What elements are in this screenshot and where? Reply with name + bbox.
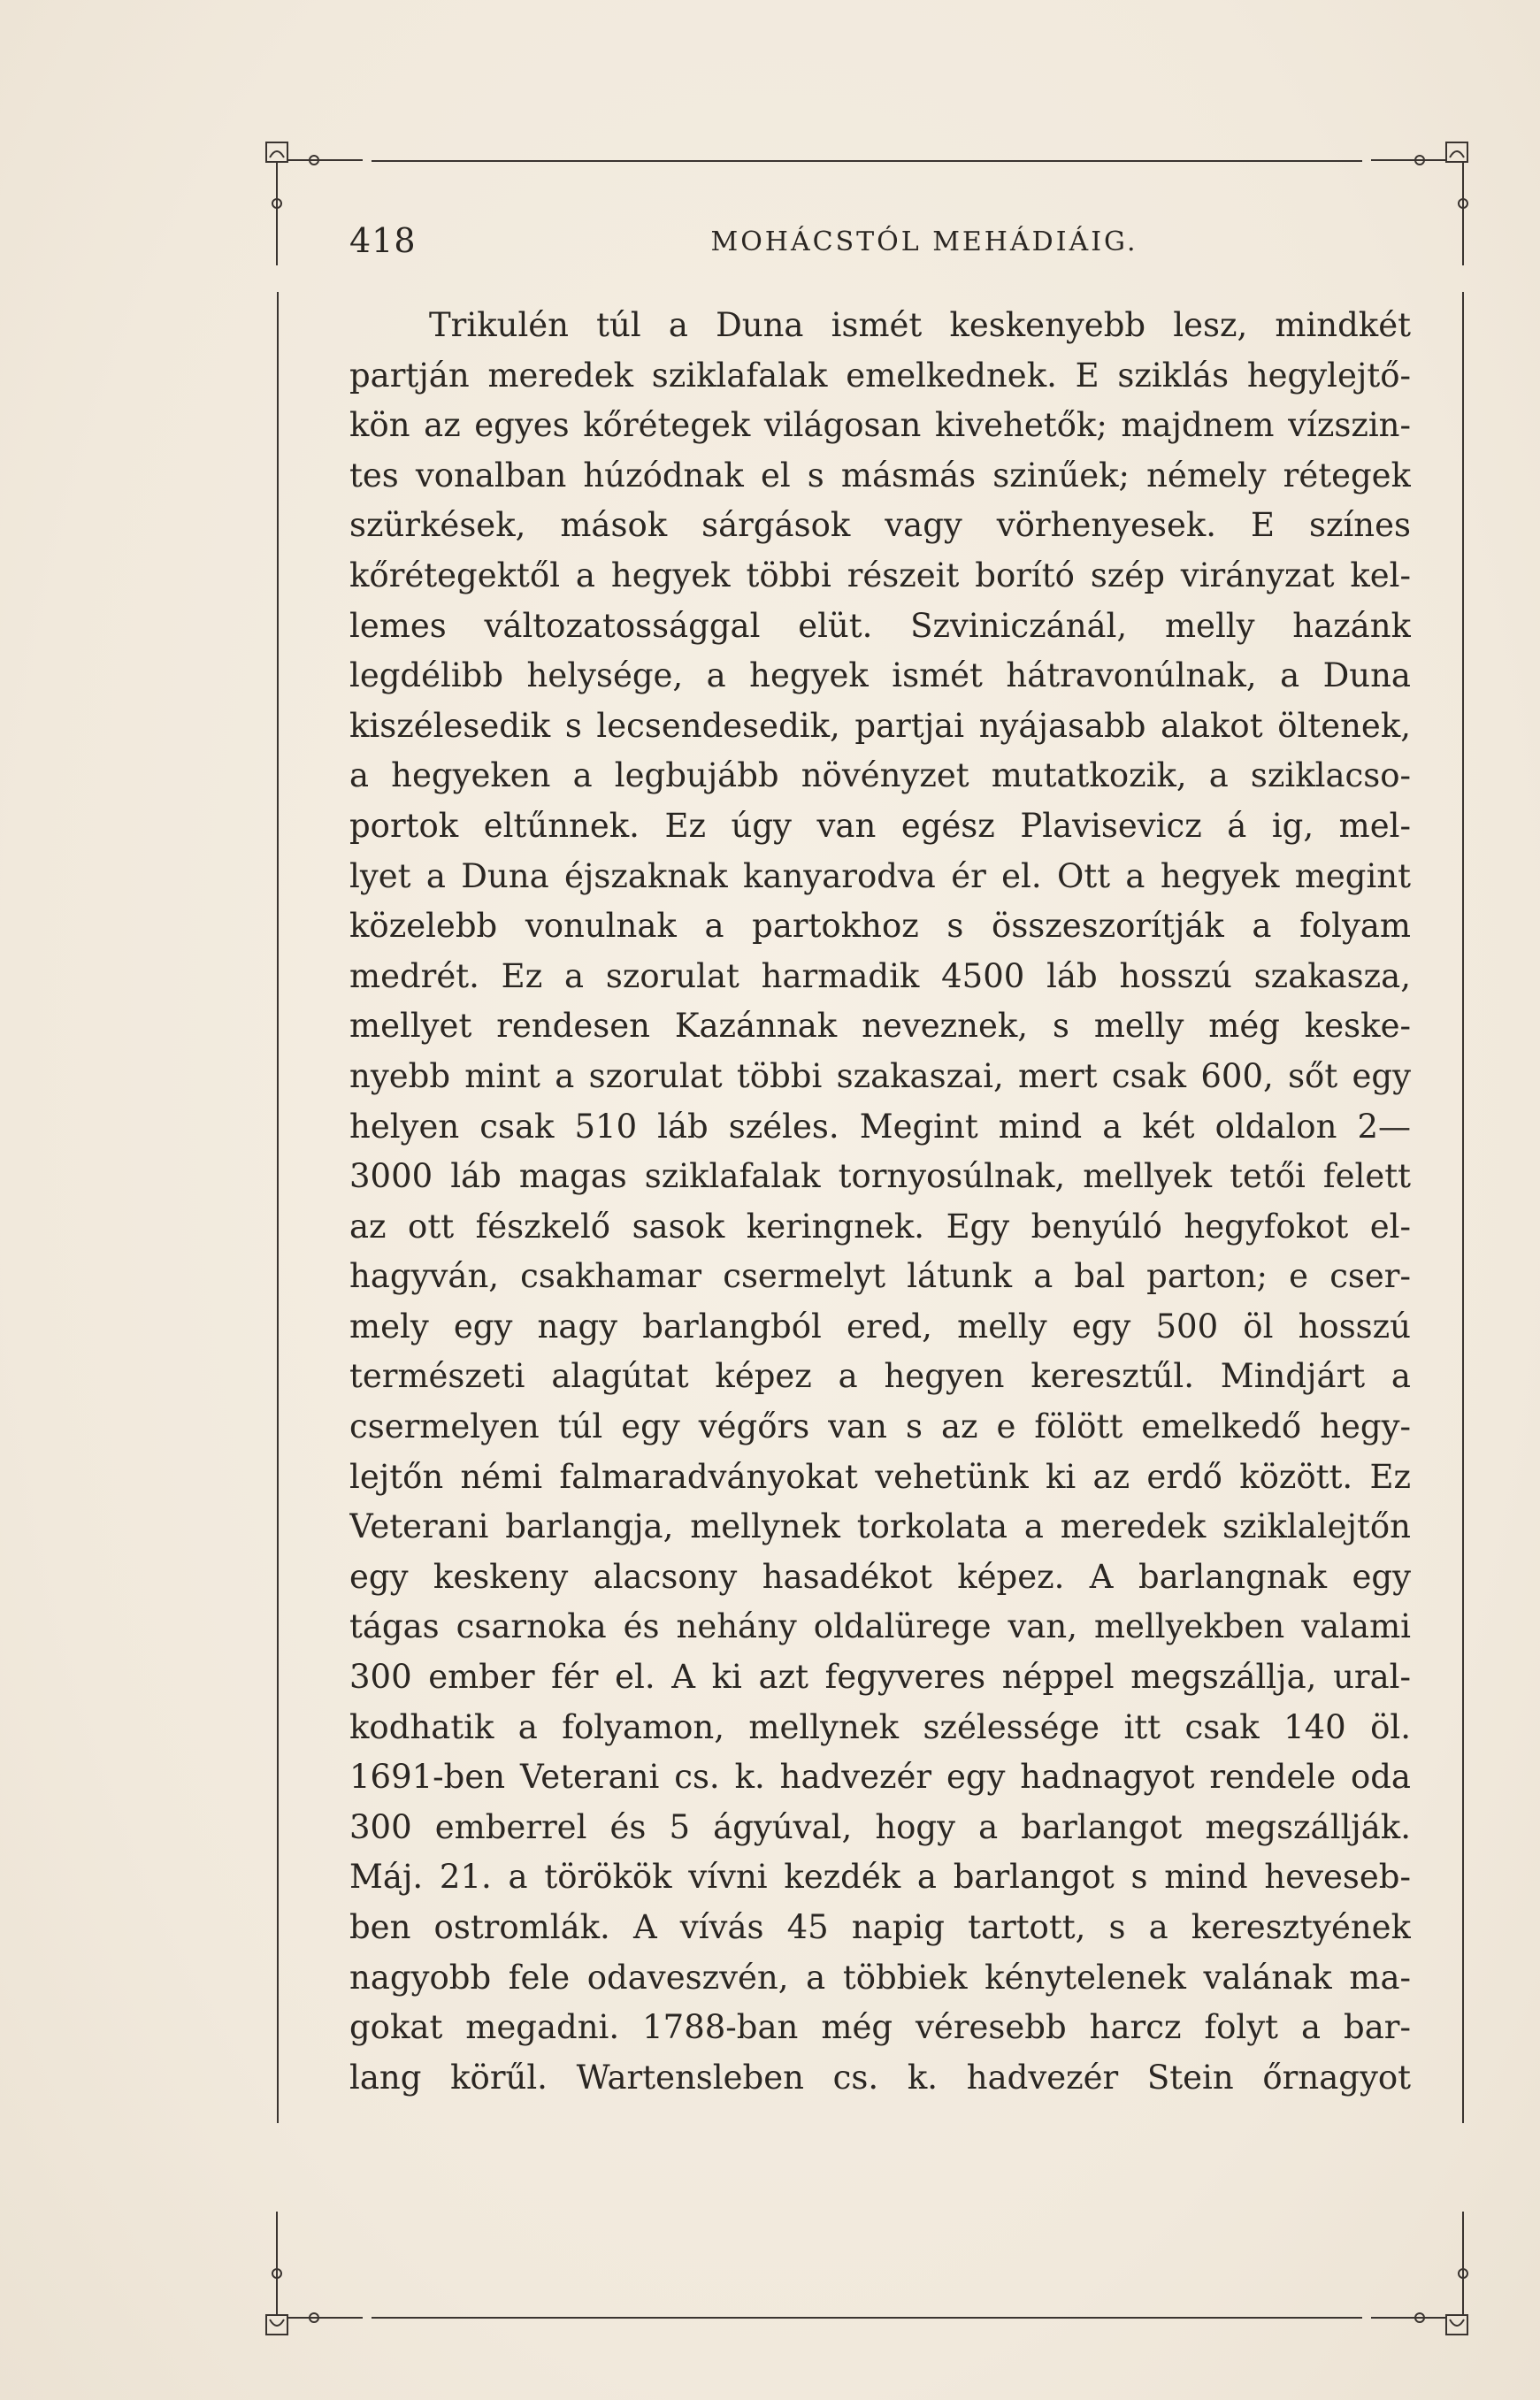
text-line: az ott fészkelő sasok keringnek. Egy benyúló hegyfokot el-: [349, 1207, 1411, 1246]
running-head: [349, 221, 1446, 274]
text-line: kön az egyes kőrétegek világosan kivehetők; majdnem vízszin-: [349, 406, 1411, 445]
text-line: nagyobb fele odaveszvén, a többiek kénytelenek valának ma-: [349, 1958, 1411, 1997]
running-title: MOHÁCSTÓL MEHÁDIÁIG.: [710, 226, 1138, 257]
text-line: a hegyeken a legbujább növényzet mutatkozik, a sziklacso-: [349, 756, 1411, 795]
frame-right-rule: [1462, 292, 1464, 2123]
text-line: kodhatik a folyamon, mellynek szélessége itt csak 140 öl.: [349, 1707, 1411, 1746]
ornament-corner-bottom-right: [1371, 2212, 1468, 2335]
text-line: medrét. Ez a szorulat harmadik 4500 láb hosszú szakasza,: [349, 956, 1411, 995]
text-line: mely egy nagy barlangból ered, melly egy 500 öl hosszú: [349, 1307, 1411, 1346]
text-line: lejtőn némi falmaradványokat vehetünk ki az erdő között. Ez: [349, 1457, 1411, 1496]
text-line: tágas csarnoka és nehány oldalürege van, mellyekben valami: [349, 1607, 1411, 1646]
frame-bottom-rule: [372, 2317, 1362, 2319]
ornament-corner-bottom-left: [265, 2212, 363, 2335]
text-line: 300 ember fér el. A ki azt fegyveres néppel megszállja, ural-: [349, 1658, 1411, 1697]
text-line: egy keskeny alacsony hasadékot képez. A barlangnak egy: [349, 1557, 1411, 1596]
text-line: portok eltűnnek. Ez úgy van egész Plavisevicz á ig, mel-: [349, 806, 1411, 845]
text-line: ben ostromlák. A vívás 45 napig tartott, s a keresztyének: [349, 1908, 1411, 1946]
text-line: 300 emberrel és 5 ágyúval, hogy a barlangot megszállják.: [349, 1807, 1411, 1846]
text-line: Trikulén túl a Duna ismét keskenyebb lesz, mindkét: [429, 306, 1411, 344]
text-line: kőrétegektől a hegyek többi részeit borító szép virányzat kel-: [349, 556, 1411, 594]
text-line: Veterani barlangja, mellynek torkolata a meredek sziklalejtőn: [349, 1507, 1411, 1546]
text-line: lemes változatossággal elüt. Szviniczánál, melly hazánk: [349, 606, 1411, 645]
body-text: [349, 301, 1411, 2103]
text-line: partján meredek sziklafalak emelkednek. E sziklás hegylejtő-: [349, 356, 1411, 395]
text-line: lyet a Duna éjszaknak kanyarodva ér el. Ott a hegyek megint: [349, 856, 1411, 895]
text-line: mellyet rendesen Kazánnak neveznek, s melly még keske-: [349, 1007, 1411, 1046]
frame-top-rule: [372, 160, 1362, 162]
text-line: Máj. 21. a törökök vívni kezdék a barlangot s mind heveseb-: [349, 1858, 1411, 1897]
text-line: nyebb mint a szorulat többi szakaszai, mert csak 600, sőt egy: [349, 1056, 1411, 1095]
text-line: csermelyen túl egy végőrs van s az e fölött emelkedő hegy-: [349, 1407, 1411, 1446]
text-line: szürkések, mások sárgások vagy vörhenyesek. E színes: [349, 506, 1411, 545]
text-line: közelebb vonulnak a partokhoz s összeszorítják a folyam: [349, 907, 1411, 946]
text-line: helyen csak 510 láb széles. Megint mind a két oldalon 2—: [349, 1107, 1411, 1146]
text-line: hagyván, csakhamar csermelyt látunk a bal parton; e cser-: [349, 1257, 1411, 1296]
page-number: 418: [349, 221, 417, 260]
text-line: legdélibb helysége, a hegyek ismét hátravonúlnak, a Duna: [349, 656, 1411, 695]
text-line: 1691-ben Veterani cs. k. hadvezér egy hadnagyot rendele oda: [349, 1758, 1411, 1797]
text-line: 3000 láb magas sziklafalak tornyosúlnak, mellyek tetői felett: [349, 1157, 1411, 1196]
frame-left-rule: [277, 292, 279, 2123]
text-line: gokat megadni. 1788-ban még véresebb harcz folyt a bar-: [349, 2008, 1411, 2047]
text-line: lang körűl. Wartensleben cs. k. hadvezér Stein őrnagyot: [349, 2058, 1411, 2097]
text-line: kiszélesedik s lecsendesedik, partjai nyájasabb alakot öltenek,: [349, 706, 1411, 745]
text-line: tes vonalban húzódnak el s másmás szinűek; némely rétegek: [349, 456, 1411, 495]
text-line: természeti alagútat képez a hegyen keresztűl. Mindjárt a: [349, 1357, 1411, 1396]
ornament-corner-top-left: [265, 142, 363, 265]
